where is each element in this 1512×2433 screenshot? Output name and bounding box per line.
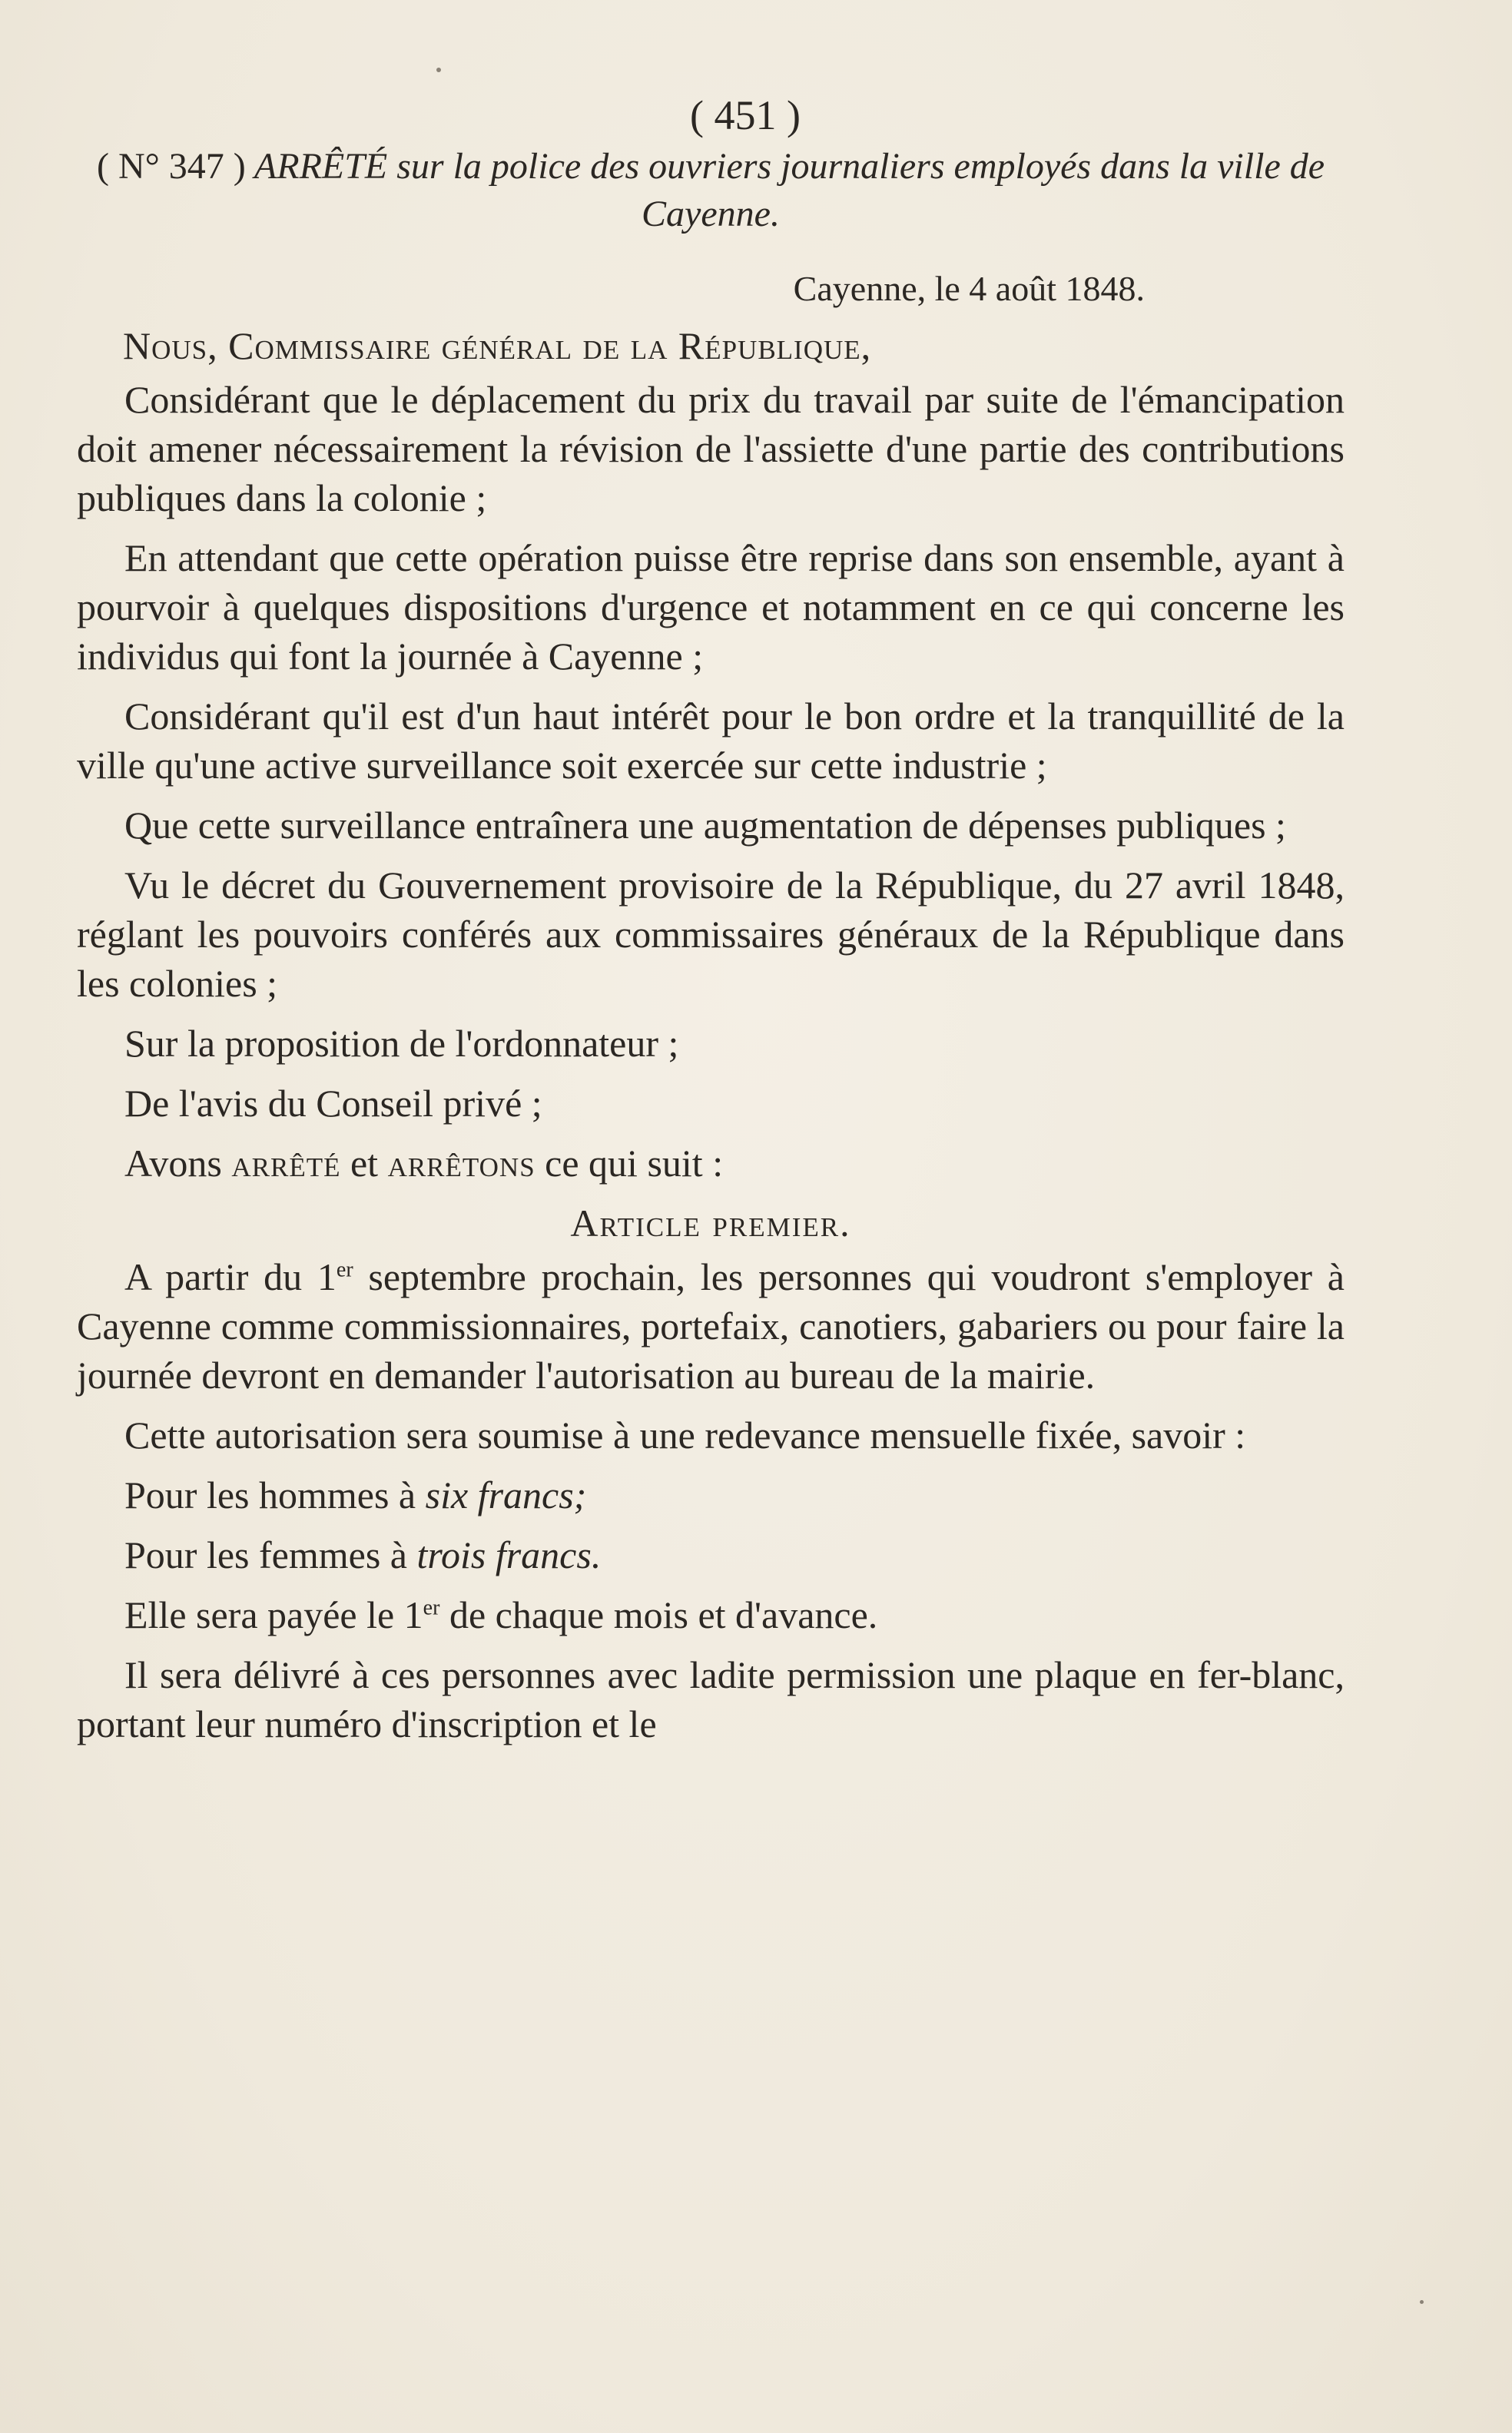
decree-mid: et xyxy=(350,1142,379,1185)
ordinal-superscript: er xyxy=(336,1258,353,1282)
women-amount: trois francs. xyxy=(416,1533,602,1576)
payment-rest: de chaque mois et d'avance. xyxy=(439,1593,878,1636)
paragraph-en-attendant: En attendant que cette opération puisse être reprise dans son ensemble, ayant à pourvoir à quelques dispositions d'urgence et notamment en ce qui concerne les individus qui font la journée à Cayenne ; xyxy=(77,536,1345,678)
article-paragraph-payment xyxy=(77,1590,1345,1639)
article-paragraph-men xyxy=(77,1470,1345,1520)
paragraph-avis: De l'avis du Conseil privé ; xyxy=(124,1082,542,1125)
decree-word-arrete: arrêté xyxy=(231,1142,341,1185)
page-number: ( 451 ) xyxy=(690,92,801,138)
paragraph-proposition: Sur la proposition de l'ordonnateur ; xyxy=(124,1022,679,1065)
decree-suffix: ce qui suit : xyxy=(545,1142,724,1185)
paragraph-considerant-1: Considérant que le déplacement du prix du travail par suite de l'émancipation doit amener nécessairement la révision de l'assiette d'une partie des contributions publiques dans la colonie ; xyxy=(77,378,1345,519)
women-label: Pour les femmes à xyxy=(124,1533,417,1576)
article-paragraph-women xyxy=(77,1530,1345,1579)
men-amount: six francs; xyxy=(425,1473,587,1516)
payment-start: Elle sera payée le 1 xyxy=(124,1593,423,1636)
act-title: ARRÊTÉ sur la police des ouvriers journaliers employés dans la ville de Cayenne. xyxy=(254,146,1325,234)
article-paragraph-1 xyxy=(77,1252,1345,1400)
ink-speck xyxy=(436,68,441,72)
decree-prefix: Avons xyxy=(124,1142,222,1185)
article-title: Article premier. xyxy=(570,1202,851,1245)
decree-word-arretons: arrêtons xyxy=(387,1142,536,1185)
article-p1-start: A partir du 1 xyxy=(124,1255,337,1298)
article-paragraph-2: Cette autorisation sera soumise à une redevance mensuelle fixée, savoir : xyxy=(124,1414,1246,1457)
article-p1-rest: septembre prochain, les personnes qui voudront s'employer à Cayenne comme commissionnaires, portefaix, canotiers, gabariers ou pour faire la journée devront en demander l'autorisation au bureau de la mairie. xyxy=(77,1255,1345,1397)
ordinal-superscript: er xyxy=(423,1596,440,1620)
paragraph-surveillance: Que cette surveillance entraînera une augmentation de dépenses publiques ; xyxy=(124,804,1286,847)
text-block xyxy=(77,91,1345,1759)
men-label: Pour les hommes à xyxy=(124,1473,426,1516)
article-paragraph-plaque: Il sera délivré à ces personnes avec ladite permission une plaque en fer-blanc, portant leur numéro d'inscription et le xyxy=(77,1653,1345,1745)
ink-speck xyxy=(1420,2300,1424,2304)
dateline: Cayenne, le 4 août 1848. xyxy=(793,269,1145,308)
act-number: ( N° 347 ) xyxy=(96,146,246,187)
act-heading xyxy=(77,143,1345,238)
decree-line xyxy=(77,1139,1345,1188)
authority-line: Nous, Commissaire général de la République, xyxy=(123,324,872,367)
paragraph-vu-le-decret: Vu le décret du Gouvernement provisoire de la République, du 27 avril 1848, réglant les pouvoirs conférés aux commissaires généraux de la République dans les colonies ; xyxy=(77,863,1345,1005)
paragraph-considerant-2: Considérant qu'il est d'un haut intérêt pour le bon ordre et la tranquillité de la ville qu'une active surveillance soit exercée sur cette industrie ; xyxy=(77,694,1345,787)
